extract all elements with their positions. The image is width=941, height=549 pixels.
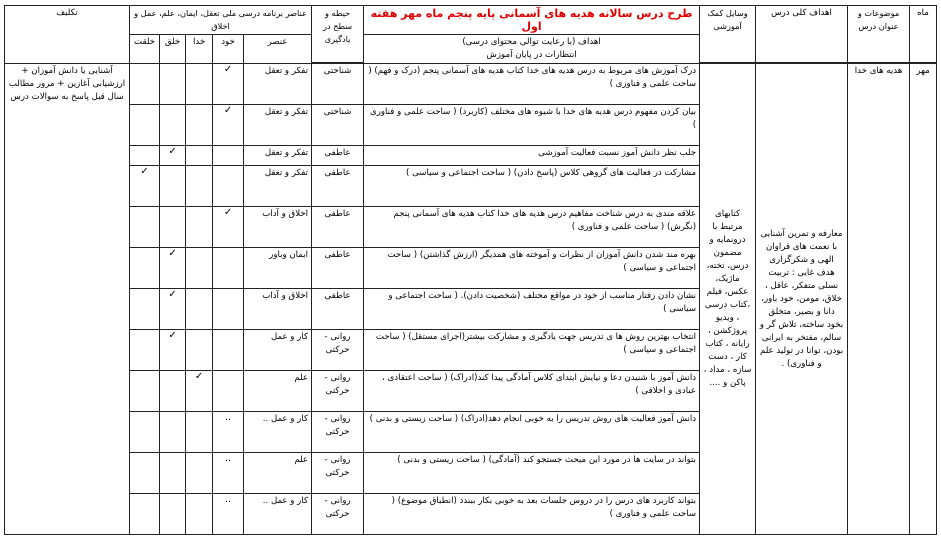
god-check — [186, 453, 213, 494]
header-god: خدا — [186, 35, 213, 64]
header-domain: حیطه و سطح در یادگیری — [312, 6, 364, 63]
nature-check — [130, 146, 160, 166]
creation-check — [160, 453, 186, 494]
domain-cell: روانی - حرکتی — [312, 330, 364, 371]
nature-check — [130, 248, 160, 289]
goal-cell: بیان کردن مفهوم درس هدیه های خدا با شیوه های مختلف (کاربرد) ( ساحت علمی و فناوری ) — [364, 105, 700, 146]
domain-cell: روانی - حرکتی — [312, 453, 364, 494]
element-cell: تفکر و تعقل — [244, 64, 312, 105]
domain-cell: شناختی — [312, 64, 364, 105]
domain-cell: عاطفی — [312, 207, 364, 248]
self-check — [213, 146, 244, 166]
self-check: ✓ — [213, 105, 244, 146]
goal-cell: دانش آموز فعالیت های روش تدریس را به خوبی انجام دهد(ادراک) ( ساحت زیستی و بدنی ) — [364, 412, 700, 453]
creation-check — [160, 105, 186, 146]
self-check: .. — [213, 412, 244, 453]
god-check — [186, 330, 213, 371]
element-cell: اخلاق و آداب — [244, 289, 312, 330]
god-check — [186, 166, 213, 207]
nature-check — [130, 412, 160, 453]
nature-check — [130, 207, 160, 248]
goal-cell: درک آموزش های مربوط به درس هدیه های خدا کتاب هدیه های آسمانی پنجم (درک و فهم) ( ساحت علمی و فناوری ) — [364, 64, 700, 105]
element-cell: کار و عمل — [244, 330, 312, 371]
god-check: ✓ — [186, 371, 213, 412]
nature-check — [130, 105, 160, 146]
element-cell: اخلاق و آداب — [244, 207, 312, 248]
self-check — [213, 371, 244, 412]
creation-check — [160, 494, 186, 535]
self-check — [213, 330, 244, 371]
nature-check — [130, 371, 160, 412]
subtitle-goals: اهداف (با رعایت توالی محتوای درسی) — [462, 37, 601, 47]
creation-check: ✓ — [160, 248, 186, 289]
creation-check — [160, 207, 186, 248]
self-check — [213, 248, 244, 289]
nature-check — [130, 494, 160, 535]
header-self: خود — [213, 35, 244, 64]
lesson-plan-table — [4, 5, 937, 535]
header-goals: اهداف کلی درس — [756, 6, 848, 63]
god-check — [186, 412, 213, 453]
creation-check — [160, 64, 186, 105]
god-check — [186, 207, 213, 248]
creation-check — [160, 371, 186, 412]
self-check: .. — [213, 494, 244, 535]
god-check — [186, 105, 213, 146]
domain-cell: عاطفی — [312, 289, 364, 330]
domain-cell: عاطفی — [312, 248, 364, 289]
goal-cell: دانش آموز با شنیدن دعا و نیایش ابتدای کلاس آمادگی پیدا کند(ادراک) ( ساحت اعتقادی ، عبادی و اخلاقی ) — [364, 371, 700, 412]
goal-cell: انتخاب بهترین روش ها ی تدریس جهت یادگیری و مشارکت بیشتر(اجرای مستقل) ( ساحت اجتماعی و سیاسی ) — [364, 330, 700, 371]
god-check — [186, 64, 213, 105]
header-creation: خلق — [160, 35, 186, 64]
goal-cell: بتواند در سایت ها در مورد این مبحث جستجو کند (آمادگی) ( ساحت زیستی و بدنی ) — [364, 453, 700, 494]
header-nature: خلقت — [130, 35, 160, 64]
element-cell: تفکر و تعقل — [244, 166, 312, 207]
month-cell: مهر — [910, 64, 937, 535]
nature-check — [130, 289, 160, 330]
creation-check: ✓ — [160, 146, 186, 166]
header-row-1 — [5, 6, 937, 35]
header-element: عنصر — [244, 35, 312, 64]
element-cell: کار و عمل .. — [244, 494, 312, 535]
header-month: ماه — [910, 6, 937, 63]
creation-check: ✓ — [160, 330, 186, 371]
header-elements-group: عناصر برنامه درسی ملی تعقل، ایمان، علم، عمل و اخلاق — [130, 6, 312, 35]
nature-check — [130, 64, 160, 105]
goal-cell: بتواند کاربرد های درس را در دروس جلسات بعد به خوبی بکار ببندد (انطباق موضوع) ( ساحت علمی و فناوری ) — [364, 494, 700, 535]
page-title: طرح درس سالانه هدیه های آسمانی پایه پنجم ماه مهر هفته اول — [364, 6, 700, 35]
creation-check — [160, 166, 186, 207]
table-row — [5, 64, 937, 105]
domain-cell: روانی - حرکتی — [312, 371, 364, 412]
god-check — [186, 494, 213, 535]
domain-cell: شناختی — [312, 105, 364, 146]
nature-check: ✓ — [130, 166, 160, 207]
creation-check: ✓ — [160, 289, 186, 330]
god-check — [186, 248, 213, 289]
god-check — [186, 289, 213, 330]
tools-cell: کتابهای مرتبط با درونمایه و مضمون درس، تخته، ماژیک، عکس، فیلم ،کتاب درسی ، ویدیو پروژکشن ، رایانه ، کتاب کار ، دست سازه ، مداد ، پاکن و .... — [700, 64, 756, 535]
goal-cell: جلب نظر دانش آموز نسبت فعالیت آموزشی — [364, 146, 700, 166]
element-cell: ایمان وباور — [244, 248, 312, 289]
domain-cell: روانی - حرکتی — [312, 494, 364, 535]
header-tools: وسایل کمک آموزشی — [700, 6, 756, 63]
goal-cell: بهره مند شدن دانش آموزان از نظرات و آموخته های همدیگر (ارزش گذاشتن) ( ساحت اجتماعی و سیاسی ) — [364, 248, 700, 289]
element-cell: علم — [244, 453, 312, 494]
self-check — [213, 166, 244, 207]
nature-check — [130, 330, 160, 371]
topic-cell: هدیه های خدا — [848, 64, 910, 535]
self-check: ✓ — [213, 207, 244, 248]
domain-cell: عاطفی — [312, 166, 364, 207]
subtitle-expectations: انتظارات در پایان آموزش — [486, 50, 577, 60]
self-check: ✓ — [213, 64, 244, 105]
nature-check — [130, 453, 160, 494]
domain-cell: عاطفی — [312, 146, 364, 166]
self-check — [213, 289, 244, 330]
element-cell: علم — [244, 371, 312, 412]
domain-cell: روانی - حرکتی — [312, 412, 364, 453]
goal-cell: مشارکت در فعالیت های گروهی کلاس (پاسخ دادن) ( ساحت اجتماعی و سیاسی ) — [364, 166, 700, 207]
header-homework: تکلیف — [5, 6, 130, 64]
element-cell: تفکر و تعقل — [244, 146, 312, 166]
god-check — [186, 146, 213, 166]
self-check: .. — [213, 453, 244, 494]
element-cell: کار و عمل .. — [244, 412, 312, 453]
goal-cell: علاقه مندی به درس شناخت مفاهیم درس هدیه های خدا کتاب هدیه های آسمانی پنجم (نگرش) ( ساحت علمی و فناوری ) — [364, 207, 700, 248]
goal-cell: نشان دادن رفتار مناسب از خود در مواقع مختلف (شخصیت دادن). ( ساحت اجتماعی و سیاسی ) — [364, 289, 700, 330]
creation-check — [160, 412, 186, 453]
homework-cell: آشنایی یا دانش آموزان + ارزشیابی آغازین + مرور مطالب سال قبل پاسخ به سوالات درس — [5, 64, 130, 535]
goals-cell: معارفه و تمرین آشنایی با نعمت های قراوان الهی و شکرگزاری هدف غایی : تربیت نسلی متفکر، عاقل ، خلاق، مومن، خود باور، دانا و بصیر، متخلق بخود ساخته، تلاش گر و سالم، مفتخر به ایرانی بودن، توانا در تولید علم و فناوری) . — [756, 64, 848, 535]
element-cell: تفکر و تعقل — [244, 105, 312, 146]
header-topics: موضوعات و عنوان درس — [848, 6, 910, 63]
header-subtitle — [364, 35, 700, 64]
